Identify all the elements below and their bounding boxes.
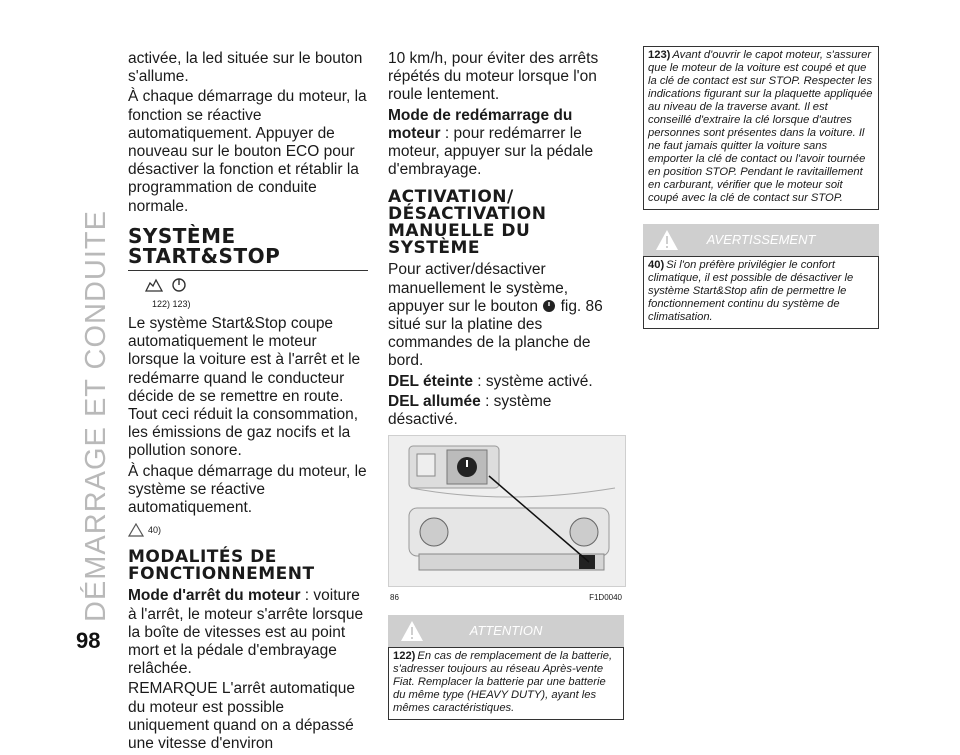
column-1 xyxy=(128,50,368,755)
column-3 xyxy=(643,46,879,329)
note-122 xyxy=(388,647,624,720)
label-text: : système désactivé. xyxy=(388,392,552,429)
icon-row xyxy=(144,277,368,293)
bold-label: DEL éteinte xyxy=(388,372,473,390)
banner-title: ATTENTION xyxy=(469,623,543,639)
text: fig. 86 situé sur la platine des commandes de la planche de bord. xyxy=(388,297,603,370)
paragraph: À chaque démarrage du moteur, le système se réactive automatiquement. xyxy=(128,462,367,517)
bold-label: Mode d'arrêt du moteur xyxy=(128,587,301,605)
paragraph xyxy=(388,107,624,180)
note-ref: 122) xyxy=(393,650,416,663)
figure-number: 86 xyxy=(390,593,399,603)
warning-triangle-icon xyxy=(400,620,424,642)
note-text: En cas de remplacement de la batterie, s'adresser toujours au réseau Après-vente Fiat. Remplacer la batterie par une batterie du même type (HEAVY DUTY), ayant les mêmes caractéristiques. xyxy=(393,650,613,715)
attention-banner xyxy=(388,615,624,647)
page-number: 98 xyxy=(76,628,101,653)
dashboard-figure xyxy=(388,435,626,587)
heading-manual: ACTIVATION/ DÉSACTIVATION MANUELLE DU SYSTÈME xyxy=(388,187,547,259)
label-text: : voiture à l'arrêt, le moteur s'arrête lorsque la boîte de vitesses est au point mort et la pédale d'embrayage relâchée. xyxy=(128,587,364,678)
figure-caption xyxy=(390,589,622,607)
paragraph: activée, la led située sur le bouton s'allume. xyxy=(128,50,363,86)
chapter-title-text: DÉMARRAGE ET CONDUITE xyxy=(79,209,112,622)
start-stop-icon xyxy=(170,277,188,293)
warning-ref-row xyxy=(128,521,368,539)
heading-rule xyxy=(128,270,368,271)
paragraph xyxy=(388,393,624,429)
note-ref: 40) xyxy=(148,525,162,536)
paragraph: À chaque démarrage du moteur, la fonction se réactive automatiquement. Appuyer de nouveau sur le bouton ECO pour désactiver la fonction et rétablir la programmation de conduite normale. xyxy=(128,88,367,215)
column-2 xyxy=(388,50,624,720)
note-ref: 123) xyxy=(648,49,671,61)
note-ref: 40) xyxy=(648,259,665,271)
label-text: : pour redémarrer le moteur, appuyer sur la pédale d'embrayage. xyxy=(388,124,594,179)
banner-title: AVERTISSEMENT xyxy=(706,231,816,247)
avertissement-banner xyxy=(643,224,879,256)
label-text: : système activé. xyxy=(473,372,593,390)
hand-icon xyxy=(144,277,164,293)
figure-code: F1D0040 xyxy=(589,593,622,603)
paragraph xyxy=(388,261,624,370)
start-stop-button-icon xyxy=(542,299,556,313)
heading-modes: MODALITÉS DE FONCTIONNEMENT xyxy=(128,547,315,585)
paragraph: 10 km/h, pour éviter des arrêts répétés du moteur lorsque l'on roule lentement. xyxy=(388,50,599,104)
bold-label: DEL allumée xyxy=(388,392,481,410)
heading-start-stop: SYSTÈME START&STOP xyxy=(128,223,281,268)
note-text: Si l'on préfère privilégier le confort climatique, il est possible de désactiver le système Start&Stop afin de permettre le fonctionnement continu du système de climatisation. xyxy=(648,259,854,323)
paragraph xyxy=(128,587,368,678)
note-refs: 122) 123) xyxy=(152,298,191,309)
bold-label: Mode de redémarrage du moteur xyxy=(388,106,573,142)
note-text: Avant d'ouvrir le capot moteur, s'assurer que le moteur de la voiture est coupé et que la clé de contact est sur STOP. Respecter les indications figurant sur la plaquette appliquée au niveau de la traverse avant. Il est conseillé d'extraire la clé lorsque d'autres personnes sont présentes dans la voiture. Il ne faut jamais quitter la voiture sans emporter la clé de contact ou l'avoir tournée en position STOP. Pendant le ravitaillement en carburant, vérifier que le moteur soit coupé avec la clé de contact sur STOP. xyxy=(648,49,873,204)
hand-warning-icon xyxy=(655,229,679,251)
dashboard-illustration xyxy=(389,436,625,586)
paragraph: REMARQUE L'arrêt automatique du moteur est possible uniquement quand on a dépassé une vitesse d'environ xyxy=(128,680,355,753)
paragraph: Le système Start&Stop coupe automatiquement le moteur lorsque la voiture est à l'arrêt et le redémarre quand le conducteur décide de se remettre en route. Tout ceci réduit la consommation, les émissions de gaz nocifs et la pollution sonore. xyxy=(128,315,361,460)
chapter-side-title xyxy=(78,42,114,622)
warning-hand-icon xyxy=(128,523,144,537)
note-123 xyxy=(643,46,879,210)
paragraph xyxy=(388,373,624,391)
text: Pour activer/désactiver manuellement le système, appuyer sur le bouton xyxy=(388,261,569,315)
note-40 xyxy=(643,256,879,329)
